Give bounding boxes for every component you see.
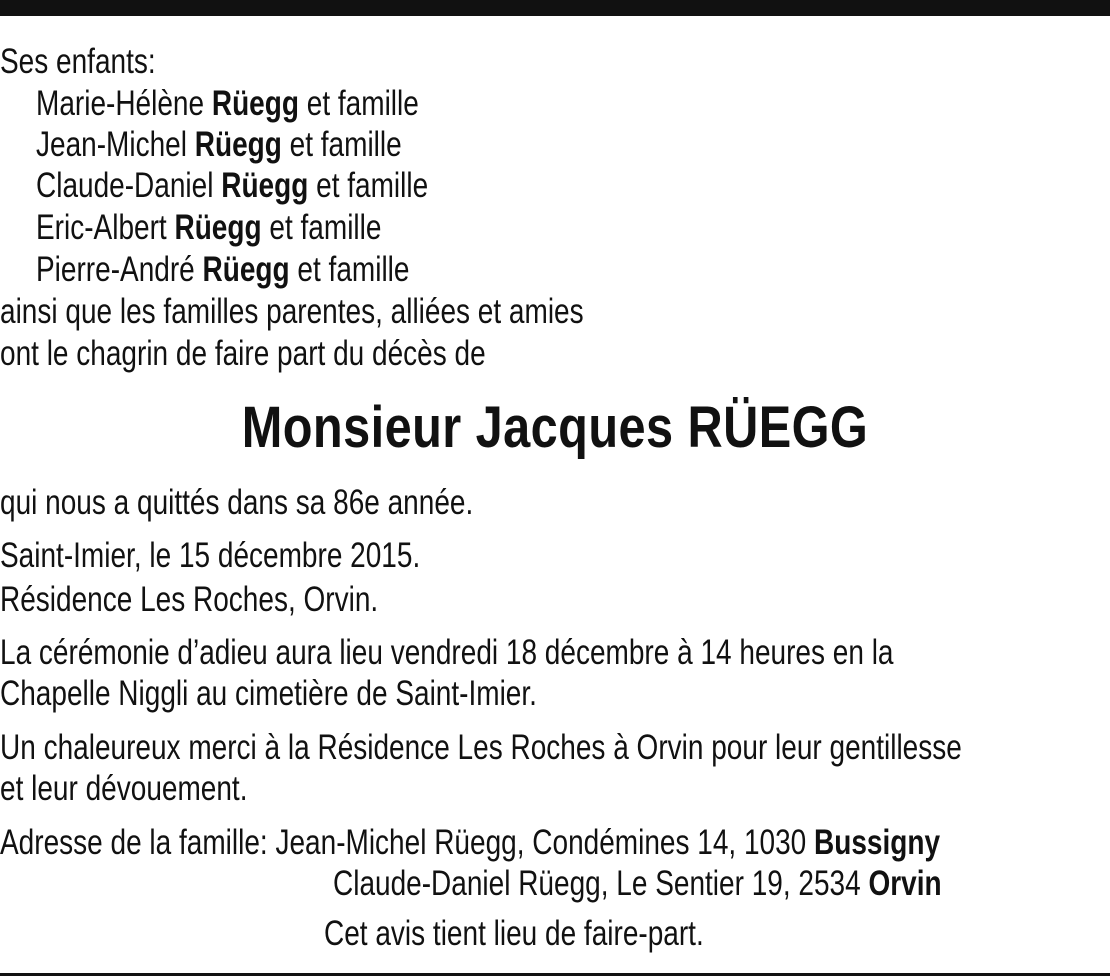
top-rule: [0, 0, 1110, 16]
address-line-1: [0, 823, 940, 863]
child-first-name: Eric-Albert: [36, 208, 167, 247]
address-2-text: Claude-Daniel Rüegg, Le Sentier 19, 2534: [333, 864, 861, 903]
child-last-name: Rüegg: [221, 166, 309, 205]
child-first-name: Jean-Michel: [36, 125, 187, 164]
closing-line: Cet avis tient lieu de faire-part.: [324, 914, 704, 953]
child-line: [36, 250, 409, 290]
child-line: [36, 166, 428, 206]
child-last-name: Rüegg: [194, 125, 282, 164]
announce-line: ont le chagrin de faire part du décès de: [0, 334, 486, 373]
child-last-name: Rüegg: [211, 84, 299, 123]
child-line: [36, 125, 402, 165]
child-first-name: Marie-Hélène: [36, 84, 205, 123]
child-first-name: Claude-Daniel: [36, 166, 214, 205]
child-first-name: Pierre-André: [36, 250, 195, 289]
bottom-rule: [0, 973, 1110, 976]
address-1-city: Bussigny: [814, 823, 941, 862]
families-line: ainsi que les familles parentes, alliées et amies: [0, 292, 584, 331]
child-suffix: et famille: [289, 125, 402, 164]
child-suffix: et famille: [306, 84, 419, 123]
deceased-name: Monsieur Jacques RÜEGG: [241, 395, 869, 460]
residence: Résidence Les Roches, Orvin.: [0, 580, 379, 619]
address-2-city: Orvin: [868, 864, 942, 903]
child-last-name: Rüegg: [174, 208, 262, 247]
child-last-name: Rüegg: [202, 250, 290, 289]
children-heading: Ses enfants:: [0, 42, 156, 81]
address-line-2: [333, 864, 942, 904]
child-suffix: et famille: [269, 208, 382, 247]
thanks-line-2: et leur dévouement.: [0, 769, 248, 808]
ceremony-line-1: La cérémonie d’adieu aura lieu vendredi 18 décembre à 14 heures en la: [0, 633, 894, 672]
child-line: [36, 84, 419, 124]
address-1-text: Jean-Michel Rüegg, Condémines 14, 1030: [275, 823, 807, 862]
child-suffix: et famille: [297, 250, 410, 289]
age-line: qui nous a quittés dans sa 86e année.: [0, 483, 474, 522]
child-suffix: et famille: [316, 166, 429, 205]
child-line: [36, 208, 381, 248]
ceremony-line-2: Chapelle Niggli au cimetière de Saint-Imier.: [0, 674, 537, 713]
place-date: Saint-Imier, le 15 décembre 2015.: [0, 536, 421, 575]
address-label: Adresse de la famille:: [0, 823, 268, 862]
thanks-line-1: Un chaleureux merci à la Résidence Les Roches à Orvin pour leur gentillesse: [0, 728, 962, 767]
